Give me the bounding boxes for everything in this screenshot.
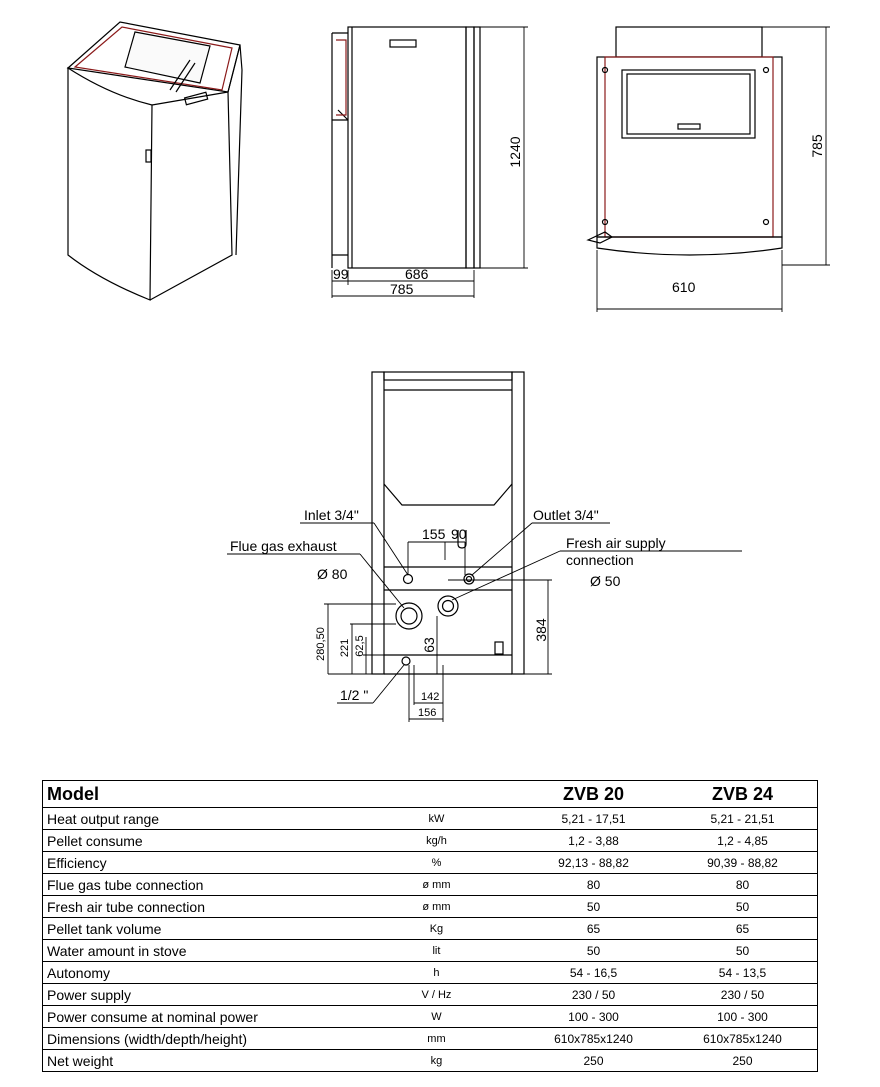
table-row	[43, 918, 818, 940]
row-v1: 54 - 16,5	[519, 962, 668, 984]
row-v1: 50	[519, 896, 668, 918]
drain-label: 1/2 "	[340, 687, 369, 703]
rear-view	[372, 372, 524, 674]
side-body-depth-dim: 686	[405, 266, 429, 282]
front-view	[588, 27, 782, 255]
row-unit: kg/h	[354, 830, 519, 852]
row-v1: 92,13 - 88,82	[519, 852, 668, 874]
table-row	[43, 1028, 818, 1050]
row-v2: 230 / 50	[668, 984, 818, 1006]
table-row	[43, 808, 818, 830]
header-model: Model	[43, 781, 354, 808]
row-v2: 54 - 13,5	[668, 962, 818, 984]
row-v2: 65	[668, 918, 818, 940]
row-name: Efficiency	[43, 852, 354, 874]
row-unit: h	[354, 962, 519, 984]
dim-221: 221	[339, 638, 351, 658]
row-v1: 5,21 - 17,51	[519, 808, 668, 830]
flue-gas-exhaust-label: Flue gas exhaust	[230, 538, 337, 554]
row-unit: V / Hz	[354, 984, 519, 1006]
row-unit: kW	[354, 808, 519, 830]
row-v2: 50	[668, 940, 818, 962]
fresh-air-diameter-label: Ø 50	[590, 573, 621, 589]
row-unit: lit	[354, 940, 519, 962]
side-total-depth-dim: 785	[390, 281, 414, 297]
side-view	[332, 27, 480, 268]
dim-156: 156	[418, 707, 437, 719]
row-name: Pellet tank volume	[43, 918, 354, 940]
row-name: Water amount in stove	[43, 940, 354, 962]
row-unit: %	[354, 852, 519, 874]
row-v2: 50	[668, 896, 818, 918]
row-name: Autonomy	[43, 962, 354, 984]
row-v1: 1,2 - 3,88	[519, 830, 668, 852]
front-height-dim: 785	[809, 134, 825, 158]
side-height-dim: 1240	[507, 136, 523, 168]
row-v1: 100 - 300	[519, 1006, 668, 1028]
dim-90: 90	[451, 526, 467, 542]
table-row	[43, 1006, 818, 1028]
row-unit: ø mm	[354, 896, 519, 918]
row-v2: 100 - 300	[668, 1006, 818, 1028]
row-name: Dimensions (width/depth/height)	[43, 1028, 354, 1050]
dim-280-50: 280,50	[315, 627, 327, 661]
front-width-dim: 610	[672, 279, 696, 295]
iso-view	[68, 22, 242, 300]
row-v1: 65	[519, 918, 668, 940]
row-v1: 610x785x1240	[519, 1028, 668, 1050]
row-name: Flue gas tube connection	[43, 874, 354, 896]
row-name: Heat output range	[43, 808, 354, 830]
row-v1: 250	[519, 1050, 668, 1072]
header-col2: ZVB 24	[668, 781, 818, 808]
row-v1: 80	[519, 874, 668, 896]
dim-384: 384	[533, 618, 549, 642]
header-col1: ZVB 20	[519, 781, 668, 808]
table-row	[43, 874, 818, 896]
outlet-label: Outlet 3/4"	[533, 507, 599, 523]
specs-table	[42, 780, 818, 1072]
row-unit: ø mm	[354, 874, 519, 896]
table-row	[43, 940, 818, 962]
fresh-air-label-line2: connection	[566, 552, 634, 568]
dim-142: 142	[421, 691, 440, 703]
table-header-row	[43, 781, 818, 808]
row-v2: 1,2 - 4,85	[668, 830, 818, 852]
table-row	[43, 852, 818, 874]
fresh-air-label-line1: Fresh air supply	[566, 535, 666, 551]
table-row	[43, 1050, 818, 1072]
row-unit: kg	[354, 1050, 519, 1072]
row-v2: 5,21 - 21,51	[668, 808, 818, 830]
table-row	[43, 984, 818, 1006]
table-row	[43, 896, 818, 918]
row-v2: 610x785x1240	[668, 1028, 818, 1050]
row-v2: 250	[668, 1050, 818, 1072]
row-unit: W	[354, 1006, 519, 1028]
dim-63: 63	[421, 637, 437, 653]
inlet-label: Inlet 3/4"	[304, 507, 359, 523]
row-unit: Kg	[354, 918, 519, 940]
flue-diameter-label: Ø 80	[317, 566, 348, 582]
dim-62-5: 62,5	[354, 635, 366, 657]
row-name: Pellet consume	[43, 830, 354, 852]
row-v1: 230 / 50	[519, 984, 668, 1006]
table-row	[43, 962, 818, 984]
row-unit: mm	[354, 1028, 519, 1050]
header-unit	[354, 781, 519, 808]
row-name: Net weight	[43, 1050, 354, 1072]
dim-155: 155	[422, 526, 446, 542]
table-row	[43, 830, 818, 852]
row-v1: 50	[519, 940, 668, 962]
side-offset-dim: 99	[333, 266, 349, 282]
row-name: Power supply	[43, 984, 354, 1006]
row-name: Fresh air tube connection	[43, 896, 354, 918]
row-name: Power consume at nominal power	[43, 1006, 354, 1028]
row-v2: 80	[668, 874, 818, 896]
row-v2: 90,39 - 88,82	[668, 852, 818, 874]
